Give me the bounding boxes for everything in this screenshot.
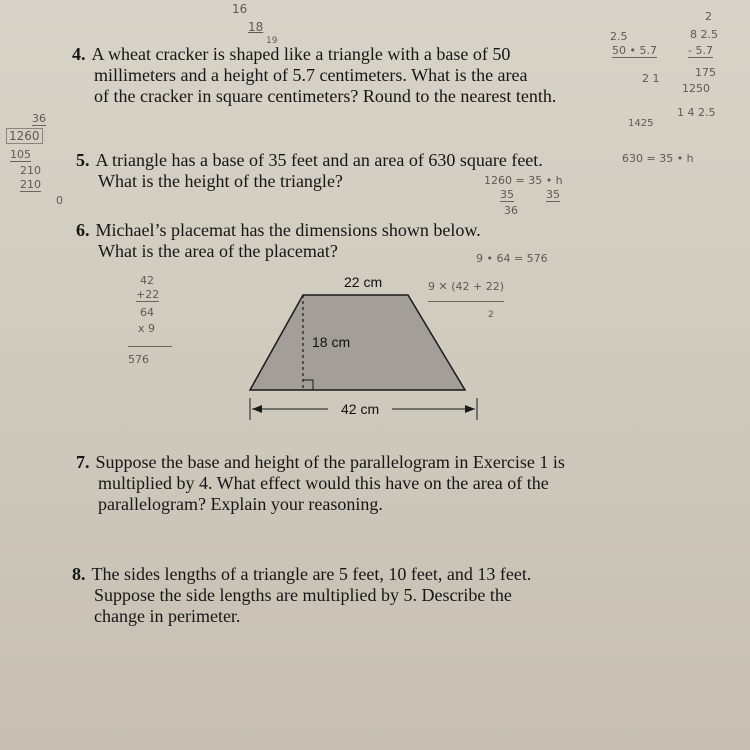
problem-text: A triangle has a base of 35 feet and an area of 630 square feet. xyxy=(95,150,543,170)
pencil-note: 35 xyxy=(500,188,514,201)
pencil-note: 8 2.5 xyxy=(690,28,718,41)
top-base-label: 22 cm xyxy=(344,274,383,290)
pencil-note: 175 xyxy=(695,66,716,79)
problem-6 xyxy=(76,220,481,262)
pencil-note: 630 = 35 • h xyxy=(622,152,694,165)
bottom-base-label: 42 cm xyxy=(341,401,380,417)
pencil-note: 1260 xyxy=(6,128,43,144)
pencil-note: 2 xyxy=(488,310,494,320)
problem-4 xyxy=(72,44,556,107)
pencil-note: 1250 xyxy=(682,82,710,95)
pencil-note: 36 xyxy=(32,112,46,125)
problem-text: A wheat cracker is shaped like a triangle with a base of 50 xyxy=(91,44,511,64)
problem-text: multiplied by 4. What effect would this have on the area of the xyxy=(98,473,549,493)
pencil-note: +22 xyxy=(136,288,160,301)
pencil-note: 0 xyxy=(56,194,63,207)
problem-text: Michael’s placemat has the dimensions shown below. xyxy=(95,220,481,240)
pencil-note: 1425 xyxy=(628,118,654,129)
pencil-note: 35 xyxy=(546,188,560,201)
pencil-note: 18 xyxy=(248,20,264,34)
pencil-note: 42 xyxy=(140,274,154,287)
problem-number: 4. xyxy=(72,44,86,64)
problem-text: millimeters and a height of 5.7 centimeters. What is the area xyxy=(94,65,528,85)
pencil-note: 16 xyxy=(232,2,248,16)
pencil-note: 36 xyxy=(504,204,518,217)
pencil-note: 9 • 64 = 576 xyxy=(476,252,548,265)
pencil-note: 2.5 xyxy=(610,30,628,43)
pencil-note: x 9 xyxy=(138,322,156,335)
pencil-note: 64 xyxy=(140,306,154,319)
problem-text: change in perimeter. xyxy=(94,606,241,626)
problem-number: 8. xyxy=(72,564,86,584)
pencil-note: 1260 = 35 • h xyxy=(484,174,563,187)
problem-text: What is the area of the placemat? xyxy=(98,241,338,261)
problem-text: What is the height of the triangle? xyxy=(98,171,343,191)
arrow-left-icon xyxy=(252,405,262,413)
problem-7 xyxy=(76,452,565,515)
pencil-note: 210 xyxy=(20,178,41,191)
pencil-note: 9 ✕ (42 + 22) xyxy=(428,280,504,302)
pencil-note: 2 xyxy=(705,10,712,23)
pencil-note: 210 xyxy=(20,164,41,177)
arrow-right-icon xyxy=(465,405,475,413)
pencil-note: 19 xyxy=(266,36,278,46)
problem-text: The sides lengths of a triangle are 5 feet, 10 feet, and 13 feet. xyxy=(91,564,532,584)
problem-8 xyxy=(72,564,531,627)
problem-text: Suppose the side lengths are multiplied by 5. Describe the xyxy=(94,585,512,605)
height-label: 18 cm xyxy=(312,334,351,350)
problem-number: 5. xyxy=(76,150,90,170)
problem-text: Suppose the base and height of the parallelogram in Exercise 1 is xyxy=(95,452,565,472)
pencil-note: 2 1 xyxy=(642,72,660,85)
pencil-note: - 5.7 xyxy=(688,44,713,57)
problem-number: 6. xyxy=(76,220,90,240)
problem-text: of the cracker in square centimeters? Round to the nearest tenth. xyxy=(94,86,557,106)
trapezoid-shape xyxy=(250,295,465,390)
pencil-note: 50 • 5.7 xyxy=(612,44,657,57)
pencil-note: 1 4 2.5 xyxy=(677,106,716,119)
problem-text: parallelogram? Explain your reasoning. xyxy=(98,494,383,514)
pencil-note: 576 xyxy=(128,346,172,366)
pencil-note: 105 xyxy=(10,148,31,161)
placemat-trapezoid-figure xyxy=(240,270,500,430)
problem-number: 7. xyxy=(76,452,90,472)
problem-5 xyxy=(76,150,543,192)
